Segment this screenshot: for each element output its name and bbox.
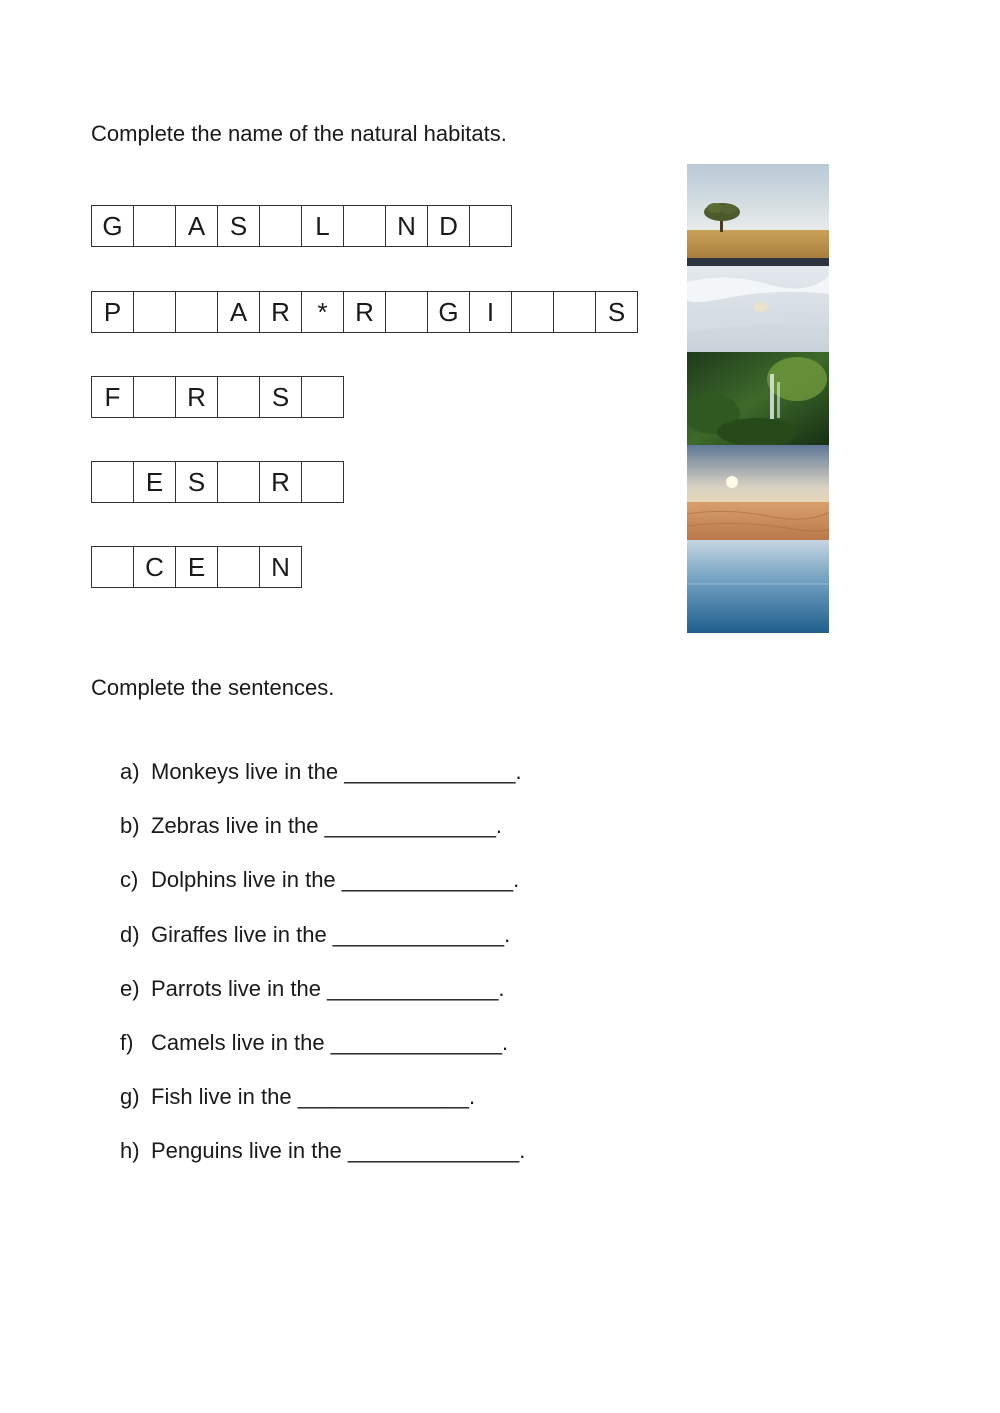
sentence-marker: g) [120,1084,140,1110]
letter-cell[interactable] [470,205,512,247]
sentence-text: Camels live in the ______________. [151,1029,509,1055]
habitats-heading: Complete the name of the natural habitats. [91,121,507,146]
letter-cell: P [92,291,134,333]
letter-cell: R [260,461,302,503]
letter-cell: G [92,205,134,247]
letter-cell: G [428,291,470,333]
letter-cell[interactable] [302,376,344,418]
sentence-item [120,813,525,867]
sentence-text: Giraffes live in the ______________. [151,921,511,947]
letter-cell[interactable] [302,461,344,503]
letter-cell: C [134,546,176,588]
letter-cell: S [596,291,638,333]
letter-cell[interactable] [134,376,176,418]
letter-cell[interactable] [512,291,554,333]
letter-cell: S [176,461,218,503]
sentence-item [120,1138,525,1192]
grassland-image [687,164,829,266]
letter-cell[interactable] [218,461,260,503]
word-row [91,205,512,247]
letter-cell[interactable] [134,205,176,247]
letter-cell: N [260,546,302,588]
letter-cell: S [260,376,302,418]
word-row [91,546,302,588]
habitat-images [687,164,829,633]
letter-cell: R [176,376,218,418]
letter-cell: A [176,205,218,247]
sentence-item [120,867,525,921]
letter-cell: A [218,291,260,333]
letter-cell: R [260,291,302,333]
letter-cell: E [134,461,176,503]
sentence-marker: a) [120,759,140,784]
letter-cell: E [176,546,218,588]
letter-cell: R [344,291,386,333]
letter-cell[interactable] [260,205,302,247]
sentence-text: Monkeys live in the ______________. [151,759,522,784]
letter-cell: N [386,205,428,247]
sentences-heading: Complete the sentences. [91,675,335,700]
ocean-image [687,540,829,633]
letter-cell: D [428,205,470,247]
sentence-marker: c) [120,867,139,893]
sentence-text: Fish live in the ______________. [151,1084,476,1110]
sentence-item [120,976,525,1030]
letter-cell: * [302,291,344,333]
word-row [91,291,638,333]
sentence-marker: e) [120,975,140,1001]
sentence-text: Dolphins live in the ______________. [151,867,520,893]
sentence-item [120,759,525,813]
letter-cell[interactable] [554,291,596,333]
polar-image [687,266,829,352]
letter-cell[interactable] [176,291,218,333]
letter-cell: F [92,376,134,418]
sentence-marker: f) [120,1029,134,1055]
forest-image [687,352,829,446]
letter-cell[interactable] [344,205,386,247]
sentence-list [120,759,525,1193]
sentence-marker: h) [120,1138,140,1164]
sentence-marker: d) [120,921,140,947]
sentence-marker: b) [120,813,140,839]
sentence-item [120,1084,525,1138]
letter-cell: I [470,291,512,333]
sentence-text: Parrots live in the ______________. [151,975,505,1001]
desert-image [687,445,829,540]
letter-cell: L [302,205,344,247]
letter-cell: S [218,205,260,247]
word-row [91,376,344,418]
letter-cell[interactable] [218,546,260,588]
sentence-item [120,922,525,976]
word-row [91,461,344,503]
letter-cell[interactable] [218,376,260,418]
letter-cell[interactable] [134,291,176,333]
letter-cell[interactable] [92,546,134,588]
sentence-text: Zebras live in the ______________. [151,813,503,839]
sentence-text: Penguins live in the ______________. [151,1138,526,1164]
letter-cell[interactable] [386,291,428,333]
letter-cell[interactable] [92,461,134,503]
sentence-item [120,1030,525,1084]
